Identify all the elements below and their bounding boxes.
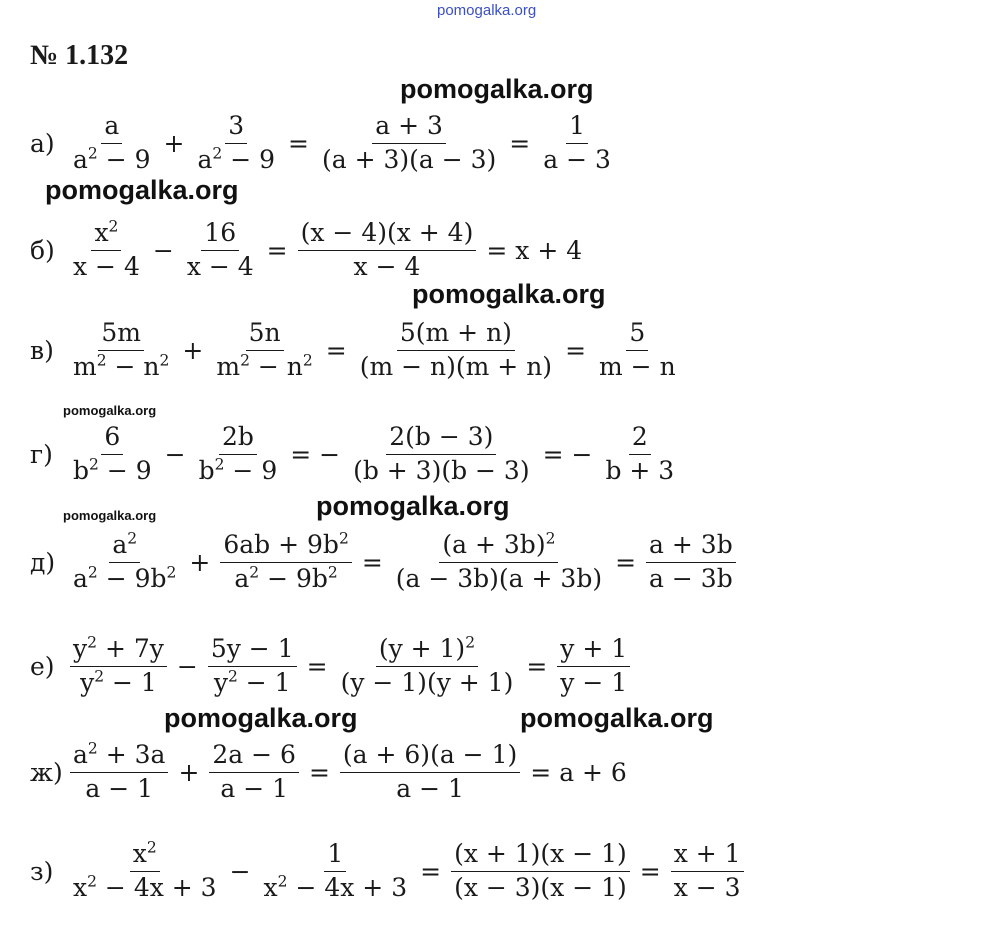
fraction bbox=[70, 531, 179, 594]
denominator: (m − n)(m + n) bbox=[359, 351, 553, 381]
numerator: 6 bbox=[101, 423, 123, 455]
operator: = bbox=[308, 757, 330, 787]
watermark: pomogalka.org bbox=[316, 491, 510, 521]
operator: = bbox=[361, 547, 383, 577]
equation-row bbox=[30, 517, 738, 607]
fraction bbox=[338, 635, 517, 698]
fraction bbox=[357, 319, 555, 382]
fraction bbox=[540, 112, 614, 175]
numerator: a bbox=[101, 112, 122, 144]
denominator: $a^2 - 9$ bbox=[73, 144, 151, 174]
denominator: y − 1 bbox=[560, 667, 628, 697]
operator: = bbox=[639, 856, 661, 886]
numerator: $a^2$ bbox=[109, 531, 140, 563]
equation-row bbox=[30, 409, 679, 499]
numerator: 5 bbox=[626, 319, 648, 351]
fraction bbox=[70, 840, 220, 903]
watermark: pomogalka.org bbox=[164, 703, 358, 733]
numerator: a + 3b bbox=[646, 531, 736, 563]
numerator: (a + 6)(a − 1) bbox=[340, 741, 520, 773]
denominator: b + 3 bbox=[605, 455, 675, 485]
numerator: 16 bbox=[201, 219, 239, 251]
watermark: pomogalka.org bbox=[412, 279, 606, 309]
watermark: pomogalka.org bbox=[45, 175, 239, 205]
operator: = bbox=[266, 235, 288, 265]
fraction bbox=[184, 219, 257, 282]
operator: = bbox=[526, 651, 548, 681]
fraction bbox=[70, 219, 143, 282]
fraction bbox=[261, 840, 411, 903]
denominator: (b + 3)(b − 3) bbox=[353, 455, 530, 485]
operator: = − bbox=[542, 439, 593, 469]
operator: = bbox=[486, 235, 508, 265]
fraction bbox=[350, 423, 533, 486]
operator: = bbox=[420, 856, 442, 886]
item-label: г) bbox=[30, 439, 53, 469]
operator: − bbox=[229, 856, 251, 886]
fraction bbox=[451, 840, 630, 903]
operator: + bbox=[178, 757, 200, 787]
numerator: 2a − 6 bbox=[209, 741, 299, 773]
denominator: (x − 3)(x − 1) bbox=[454, 872, 627, 902]
equation-row bbox=[30, 305, 681, 395]
fraction bbox=[70, 423, 155, 486]
numerator: 2(b − 3) bbox=[386, 423, 496, 455]
denominator: a − 1 bbox=[220, 773, 288, 803]
denominator: x − 4 bbox=[186, 251, 254, 281]
operator: + bbox=[189, 547, 211, 577]
operator: = bbox=[530, 757, 552, 787]
denominator: a − 1 bbox=[85, 773, 154, 803]
operator: = bbox=[615, 547, 637, 577]
fraction bbox=[209, 741, 299, 804]
numerator: $(a + 3b)^2$ bbox=[439, 531, 558, 563]
denominator: $a^2 - 9b^2$ bbox=[234, 563, 338, 593]
operator: = bbox=[306, 651, 328, 681]
item-label: е) bbox=[30, 651, 55, 681]
denominator: x − 4 bbox=[73, 251, 140, 281]
fraction bbox=[70, 635, 167, 698]
denominator: $x^2 - 4x + 3$ bbox=[263, 872, 408, 902]
denominator: m − n bbox=[599, 351, 676, 381]
expression: a + 6 bbox=[559, 757, 627, 787]
operator: − bbox=[164, 439, 186, 469]
watermark: pomogalka.org bbox=[400, 74, 594, 104]
numerator: x + 1 bbox=[671, 840, 744, 872]
denominator: $m^2 - n^2$ bbox=[216, 351, 313, 381]
fraction bbox=[319, 112, 499, 175]
fraction bbox=[70, 741, 168, 804]
fraction bbox=[208, 635, 297, 698]
denominator: $m^2 - n^2$ bbox=[73, 351, 170, 381]
item-label: ж) bbox=[30, 757, 63, 787]
fraction bbox=[298, 219, 477, 282]
equation-row bbox=[30, 621, 632, 711]
watermark: pomogalka.org bbox=[63, 508, 157, 523]
denominator: (y − 1)(y + 1) bbox=[340, 667, 514, 697]
operator: − bbox=[152, 235, 174, 265]
denominator: (a − 3b)(a + 3b) bbox=[395, 563, 603, 593]
numerator: 2 bbox=[629, 423, 651, 455]
fraction bbox=[340, 741, 520, 804]
operator: = bbox=[325, 335, 347, 365]
fraction bbox=[194, 112, 278, 175]
numerator: 5(m + n) bbox=[397, 319, 515, 351]
operator: = bbox=[565, 335, 587, 365]
item-label: з) bbox=[30, 856, 54, 886]
equation-row bbox=[30, 98, 616, 188]
watermark: pomogalka.org bbox=[520, 703, 714, 733]
equation-row bbox=[30, 205, 582, 295]
numerator: 2b bbox=[219, 423, 257, 455]
watermark: pomogalka.org bbox=[63, 403, 157, 418]
denominator: (a + 3)(a − 3) bbox=[321, 144, 497, 174]
numerator: $x^2$ bbox=[130, 840, 160, 872]
denominator: $b^2 - 9$ bbox=[198, 455, 278, 485]
operator: = − bbox=[290, 439, 341, 469]
denominator: $y^2 - 1$ bbox=[213, 667, 291, 697]
operator: + bbox=[163, 128, 185, 158]
equation-row bbox=[30, 826, 746, 916]
item-label: в) bbox=[30, 335, 54, 365]
fraction bbox=[213, 319, 315, 382]
numerator: a + 3 bbox=[372, 112, 446, 144]
numerator: $x^2$ bbox=[91, 219, 121, 251]
denominator: x − 3 bbox=[673, 872, 741, 902]
numerator: 5n bbox=[246, 319, 284, 351]
fraction bbox=[220, 531, 351, 594]
numerator: 3 bbox=[225, 112, 247, 144]
fraction bbox=[646, 531, 736, 594]
numerator: 5y − 1 bbox=[208, 635, 297, 667]
equation-row bbox=[30, 727, 627, 817]
item-label: д) bbox=[30, 547, 56, 577]
item-label: б) bbox=[30, 235, 55, 265]
fraction bbox=[393, 531, 605, 594]
numerator: $a^2 + 3a$ bbox=[70, 741, 168, 773]
denominator: $b^2 - 9$ bbox=[73, 455, 152, 485]
denominator: $a^2 - 9$ bbox=[197, 144, 276, 174]
numerator: $y^2 + 7y$ bbox=[70, 635, 167, 667]
numerator: y + 1 bbox=[557, 635, 630, 667]
denominator: $x^2 - 4x + 3$ bbox=[73, 872, 217, 902]
denominator: $y^2 - 1$ bbox=[80, 667, 157, 697]
denominator: x − 4 bbox=[353, 251, 421, 281]
fraction bbox=[557, 635, 630, 698]
numerator: $(y + 1)^2$ bbox=[376, 635, 478, 667]
expression: x + 4 bbox=[515, 235, 583, 265]
item-label: а) bbox=[30, 128, 55, 158]
denominator: a − 3b bbox=[649, 563, 733, 593]
operator: − bbox=[176, 651, 198, 681]
denominator: a − 3 bbox=[543, 144, 611, 174]
problem-title: № 1.132 bbox=[30, 40, 129, 71]
denominator: $a^2 - 9b^2$ bbox=[73, 563, 177, 593]
fraction bbox=[602, 423, 677, 486]
numerator: 1 bbox=[566, 112, 588, 144]
numerator: 1 bbox=[324, 840, 346, 872]
fraction bbox=[596, 319, 679, 382]
site-link[interactable]: pomogalka.org bbox=[437, 2, 537, 19]
numerator: 5m bbox=[98, 319, 144, 351]
fraction bbox=[671, 840, 744, 903]
denominator: a − 1 bbox=[396, 773, 464, 803]
operator: = bbox=[509, 128, 531, 158]
numerator: (x − 4)(x + 4) bbox=[298, 219, 477, 251]
fraction bbox=[70, 319, 172, 382]
operator: = bbox=[288, 128, 309, 158]
fraction bbox=[196, 423, 281, 486]
numerator: $6ab + 9b^2$ bbox=[220, 531, 351, 563]
numerator: (x + 1)(x − 1) bbox=[451, 840, 630, 872]
fraction bbox=[70, 112, 154, 175]
operator: + bbox=[182, 335, 204, 365]
